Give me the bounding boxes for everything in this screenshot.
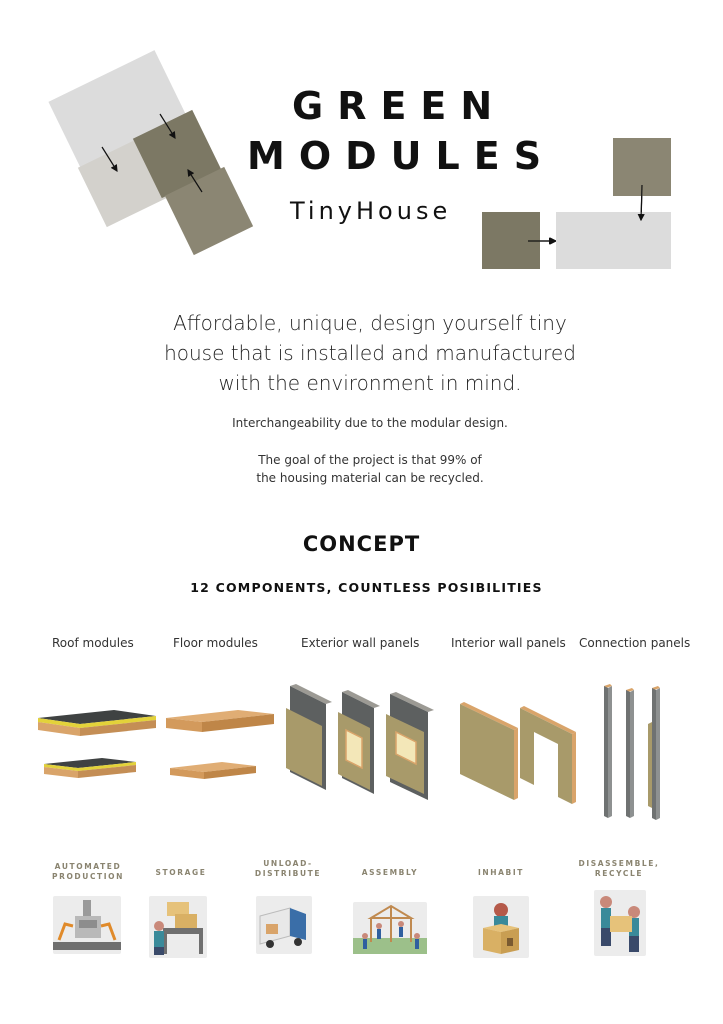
step-disassemble-recycle: DISASSEMBLE, RECYCLE	[578, 859, 660, 878]
step-assembly: ASSEMBLY	[361, 868, 419, 877]
intro-line-1: Interchangeability due to the modular design.	[232, 416, 508, 430]
title-modules: MODULES	[247, 134, 556, 178]
inhabit-illustration	[473, 896, 529, 958]
category-roof-modules: Roof modules	[52, 636, 134, 650]
concept-heading: CONCEPT	[302, 532, 421, 556]
storage-illustration	[149, 896, 207, 958]
intro-line-2: The goal of the project is that 99% of the housing material can be recycled.	[256, 453, 484, 485]
unload-distribute-illustration	[256, 896, 312, 954]
concept-subheading: 12 COMPONENTS, COUNTLESS POSIBILITIES	[190, 580, 543, 595]
category-interior-wall-panels: Interior wall panels	[451, 636, 566, 650]
disassemble-recycle-illustration	[594, 890, 646, 956]
interior-wall-panels-illustration	[458, 700, 588, 810]
step-automated-production: AUTOMATED PRODUCTION	[51, 862, 125, 881]
subtitle-tinyhouse: TinyHouse	[290, 197, 452, 225]
category-connection-panels: Connection panels	[579, 636, 691, 650]
floor-modules-illustration	[162, 700, 292, 800]
title-green: GREEN	[292, 84, 507, 128]
category-exterior-wall-panels: Exterior wall panels	[301, 636, 420, 650]
automated-production-illustration	[53, 896, 121, 954]
exterior-wall-panels-illustration	[284, 682, 444, 812]
intro-lead: Affordable, unique, design yourself tiny house that is installed and manufactured with the environment in mind.	[164, 311, 576, 395]
category-floor-modules: Floor modules	[173, 636, 258, 650]
step-unload-distribute: UNLOAD-DISTRIBUTE	[254, 859, 322, 878]
connection-panels-illustration	[600, 684, 670, 824]
step-storage: STORAGE	[155, 868, 207, 877]
roof-modules-illustration	[34, 700, 164, 800]
assembly-illustration	[353, 902, 427, 954]
step-inhabit: INHABIT	[478, 868, 524, 877]
